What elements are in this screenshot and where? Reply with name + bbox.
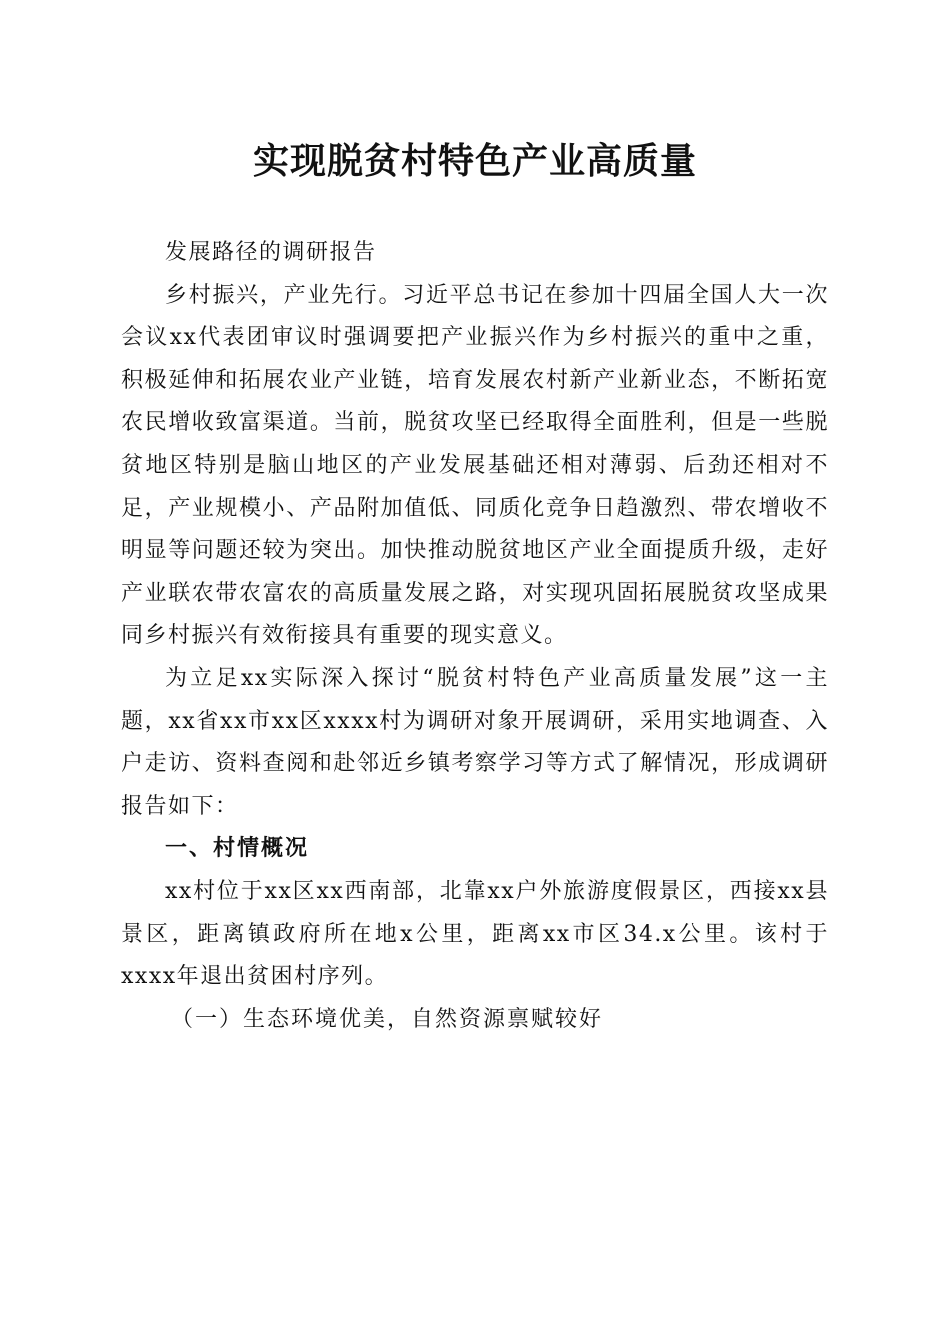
- document-title: 实现脱贫村特色产业高质量: [252, 140, 697, 182]
- subsection-heading-ecology: （一）生态环境优美，自然资源禀赋较好: [171, 1006, 604, 1032]
- village-overview-paragraph: xx村位于xx区xx西南部，北靠xx户外旅游度假景区，西接xx县景区，距离镇政府所在地x公里，距离xx市区34.x公里。该村于xxxx年退出贫困村序列。: [121, 878, 829, 990]
- document-body: [121, 232, 829, 1041]
- section-heading-village-overview: 一、村情概况: [165, 836, 310, 862]
- purpose-paragraph: 为立足xx实际深入探讨“脱贫村特色产业高质量发展”这一主题，xx省xx市xx区xxxx村为调研对象开展调研，采用实地调查、入户走访、资料查阅和赴邻近乡镇考察学习等方式了解情况，形成调研报告如下：: [121, 665, 829, 819]
- intro-paragraph: 乡村振兴，产业先行。习近平总书记在参加十四届全国人大一次会议xx代表团审议时强调要把产业振兴作为乡村振兴的重中之重，积极延伸和拓展农业产业链，培育发展农村新产业新业态，不断拓宽农民增收致富渠道。当前，脱贫攻坚已经取得全面胜利，但是一些脱贫地区特别是脑山地区的产业发展基础还相对薄弱、后劲还相对不足，产业规模小、产品附加值低、同质化竞争日趋激烈、带农增收不明显等问题还较为突出。加快推动脱贫地区产业全面提质升级，走好产业联农带农富农的高质量发展之路，对实现巩固拓展脱贫攻坚成果同乡村振兴有效衔接具有重要的现实意义。: [121, 282, 829, 649]
- report-subtitle-paragraph: 发展路径的调研报告: [165, 240, 377, 265]
